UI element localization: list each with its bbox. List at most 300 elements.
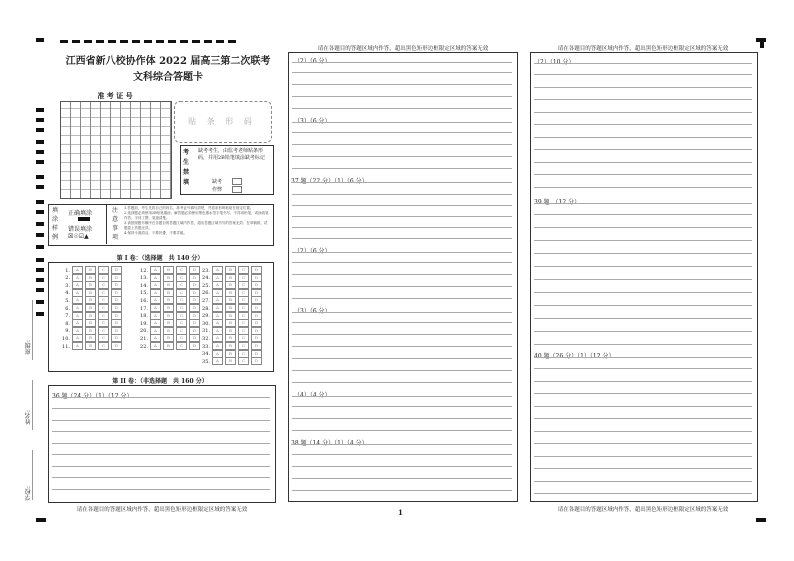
mcq-option-bubble[interactable]: D [251,342,262,350]
answer-line[interactable] [534,443,752,444]
mcq-option-bubble[interactable]: A [72,312,83,320]
timing-mark [36,160,44,164]
answer-line[interactable] [534,124,752,125]
mcq-question-number: 18. [140,313,148,320]
mcq-option-bubble[interactable]: D [189,281,200,289]
mcq-option-bubble[interactable]: B [225,266,236,274]
mcq-option-bubble[interactable]: C [176,312,187,320]
answer-line[interactable] [292,108,512,109]
page-number: 1 [398,508,403,517]
answer-line[interactable] [534,174,752,175]
answer-line[interactable] [534,87,752,88]
mcq-option-bubble[interactable]: A [72,296,83,304]
q38-2-label: （2）（10 分） [534,59,575,66]
answer-line[interactable] [534,266,752,267]
mcq-option-bubble[interactable]: A [212,266,223,274]
mcq-option-bubble[interactable]: C [98,334,109,342]
mcq-option-bubble[interactable]: C [176,266,187,274]
mcq-option-bubble[interactable]: B [225,334,236,342]
mcq-option-bubble[interactable]: A [212,281,223,289]
answer-line[interactable] [292,205,512,206]
answer-line[interactable] [534,305,752,306]
mcq-question-number: 31. [202,328,210,335]
answer-line[interactable] [534,203,752,204]
answer-line[interactable] [52,477,270,478]
answer-line[interactable] [292,466,512,467]
mcq-option-bubble[interactable]: B [225,357,236,365]
answer-line[interactable] [292,216,512,217]
mcq-option-bubble[interactable]: B [85,334,96,342]
answer-line[interactable] [534,406,752,407]
answer-line[interactable] [534,227,752,228]
mcq-question-number: 6. [65,305,70,312]
timing-mark [36,175,44,179]
timing-mark [36,258,44,262]
answer-line[interactable] [534,344,752,345]
mcq-option-bubble[interactable]: D [251,274,262,282]
note-item: 1.答题前，考生先将自己的姓名、准考证号填写清楚，并将条形码粘贴在指定位置。 [124,206,254,210]
mcq-row [196,357,264,365]
mcq-option-bubble[interactable]: D [251,357,262,365]
q36-2-label: （2）（6 分） [294,58,331,65]
timing-mark [36,300,44,304]
mcq-option-bubble[interactable]: B [225,350,236,358]
absent-checkbox[interactable] [232,178,242,185]
mcq-question-number: 14. [140,282,148,289]
answer-line[interactable] [534,493,752,494]
mcq-option-bubble[interactable]: C [176,327,187,335]
mcq-option-bubble[interactable]: D [251,266,262,274]
mcq-option-bubble[interactable]: A [150,334,161,342]
mcq-option-bubble[interactable]: B [163,281,174,289]
mcq-option-bubble[interactable]: D [189,289,200,297]
answer-line[interactable] [292,84,512,85]
part2-title: 第 II 卷：（非选择题 共 160 分） [112,378,208,385]
answer-line[interactable] [52,443,270,444]
mcq-option-bubble[interactable]: B [163,266,174,274]
mcq-option-bubble[interactable]: A [212,357,223,365]
timing-mark [36,312,44,316]
mcq-option-bubble[interactable]: C [238,357,249,365]
mcq-option-bubble[interactable]: A [150,296,161,304]
mcq-option-bubble[interactable]: A [212,350,223,358]
mcq-option-bubble[interactable]: C [238,312,249,320]
candidate-notice-side: 考 生 禁 填 [183,149,190,186]
mcq-option-bubble[interactable]: A [212,296,223,304]
mcq-option-bubble[interactable]: B [85,289,96,297]
mcq-option-bubble[interactable]: B [85,312,96,320]
answer-line[interactable] [534,481,752,482]
mcq-option-bubble[interactable]: B [225,312,236,320]
mcq-option-bubble[interactable]: A [72,334,83,342]
mcq-question-number: 7. [65,313,70,320]
answer-line[interactable] [292,454,512,455]
mcq-option-bubble[interactable]: D [251,304,262,312]
mcq-option-bubble[interactable]: D [111,342,122,350]
mcq-option-bubble[interactable]: D [189,274,200,282]
mcq-option-bubble[interactable]: B [85,296,96,304]
mcq-option-bubble[interactable]: B [85,274,96,282]
mcq-option-bubble[interactable]: A [150,342,161,350]
answer-line[interactable] [292,72,512,73]
mcq-option-bubble[interactable]: D [251,327,262,335]
answer-line[interactable] [534,63,752,64]
mcq-option-bubble[interactable]: B [163,334,174,342]
mcq-question-number: 10. [62,335,70,342]
answer-line[interactable] [534,431,752,432]
timing-mark [36,268,44,272]
answer-line[interactable] [52,431,270,432]
mcq-question-number: 17. [140,305,148,312]
answer-line[interactable] [534,149,752,150]
answer-line[interactable] [534,137,752,138]
answer-line[interactable] [534,187,752,188]
mcq-option-bubble[interactable]: D [189,266,200,274]
mcq-option-bubble[interactable]: B [163,319,174,327]
answer-line[interactable] [292,418,512,419]
answer-line[interactable] [534,381,752,382]
answer-line[interactable] [52,397,270,398]
mcq-option-bubble[interactable]: D [111,266,122,274]
mcq-option-bubble[interactable]: B [163,274,174,282]
mcq-question-number: 4. [65,290,70,297]
mcq-option-bubble[interactable]: B [85,342,96,350]
mcq-option-bubble[interactable]: A [212,274,223,282]
school-line[interactable] [32,450,33,500]
answer-line[interactable] [292,252,512,253]
part2-answer-box [48,385,276,503]
mcq-option-bubble[interactable]: D [111,281,122,289]
mcq-question-number: 15. [140,290,148,297]
answer-line[interactable] [52,454,270,455]
mcq-option-bubble[interactable]: C [238,350,249,358]
mcq-option-bubble[interactable]: B [225,274,236,282]
answer-line[interactable] [292,370,512,371]
mcq-question-number: 19. [140,320,148,327]
mcq-question-number: 23. [202,267,210,274]
mcq-option-bubble[interactable]: C [238,319,249,327]
mcq-option-bubble[interactable]: B [85,327,96,335]
mcq-question-number: 30. [202,320,210,327]
timing-mark [36,118,44,122]
answer-line[interactable] [292,144,512,145]
mcq-option-bubble[interactable]: C [238,304,249,312]
answer-line[interactable] [534,393,752,394]
col3-answer-box [530,52,758,502]
mcq-option-bubble[interactable]: B [163,342,174,350]
mcq-option-bubble[interactable]: B [163,304,174,312]
mcq-option-bubble[interactable]: D [251,312,262,320]
mcq-option-bubble[interactable]: B [225,281,236,289]
mcq-question-number: 35. [202,358,210,365]
mcq-option-bubble[interactable]: A [150,274,161,282]
mcq-option-bubble[interactable]: C [176,334,187,342]
answer-line[interactable] [292,444,512,445]
mcq-option-bubble[interactable]: A [212,319,223,327]
answer-line[interactable] [292,274,512,275]
mcq-question-number: 12. [140,267,148,274]
mcq-option-bubble[interactable]: C [98,312,109,320]
answer-line[interactable] [292,194,512,195]
mcq-option-bubble[interactable]: A [212,304,223,312]
cheat-checkbox[interactable] [232,186,242,193]
mcq-option-bubble[interactable]: D [189,319,200,327]
answer-line[interactable] [292,406,512,407]
wrong-fill-label: 错误填涂 [68,226,93,233]
answer-line[interactable] [292,490,512,491]
mcq-option-bubble[interactable]: C [176,281,187,289]
mcq-option-bubble[interactable]: C [176,319,187,327]
answer-line[interactable] [534,112,752,113]
answer-line[interactable] [292,298,512,299]
part1-title: 第 I 卷：（选择题 共 140 分） [116,255,204,262]
admission-number-grid[interactable] [60,101,172,199]
mcq-option-bubble[interactable]: D [251,350,262,358]
mcq-option-bubble[interactable]: C [98,327,109,335]
mcq-option-bubble[interactable]: B [85,319,96,327]
mcq-option-bubble[interactable]: B [163,327,174,335]
mcq-option-bubble[interactable]: B [225,319,236,327]
mcq-option-bubble[interactable]: D [251,334,262,342]
exam-title: 江西省新八校协作体 2022 届高三第二次联考 [65,56,271,67]
answer-line[interactable] [292,168,512,169]
mcq-option-bubble[interactable]: A [72,281,83,289]
mcq-question-number: 11. [62,343,70,350]
mcq-option-bubble[interactable]: D [111,327,122,335]
mcq-option-bubble[interactable]: D [111,319,122,327]
timing-mark [36,222,44,226]
mcq-option-bubble[interactable]: A [212,312,223,320]
mcq-option-bubble[interactable]: C [176,289,187,297]
answer-line[interactable] [292,286,512,287]
class-line[interactable] [32,300,33,360]
mcq-option-bubble[interactable]: C [98,304,109,312]
mcq-option-bubble[interactable]: C [238,342,249,350]
candidate-notice-text: 缺考考生，由监考老师贴条形码，并用2B铅笔填涂缺考标记 [198,148,265,161]
mcq-option-bubble[interactable]: A [150,312,161,320]
mcq-option-bubble[interactable]: C [176,274,187,282]
answer-line[interactable] [292,156,512,157]
mcq-option-bubble[interactable]: A [212,342,223,350]
mcq-option-bubble[interactable]: D [251,296,262,304]
q40-label: 40 题（26 分）（1）（12 分） [534,353,615,360]
name-line[interactable] [32,380,33,430]
note-item: 4.保持卡面清洁，不要折叠，不要弄破。 [124,231,187,235]
answer-line[interactable] [534,418,752,419]
mcq-option-bubble[interactable]: A [150,281,161,289]
answer-line[interactable] [534,240,752,241]
answer-line[interactable] [292,382,512,383]
mcq-option-bubble[interactable]: D [111,304,122,312]
answer-line[interactable] [292,478,512,479]
absent-label: 缺考 [212,179,223,185]
mcq-option-bubble[interactable]: D [189,296,200,304]
mcq-option-bubble[interactable]: A [150,266,161,274]
mcq-option-bubble[interactable]: B [163,312,174,320]
corner-mark-top-left [36,38,44,42]
q37-3-label: （3）（6 分） [294,308,331,315]
mcq-question-number: 13. [140,275,148,282]
mcq-option-bubble[interactable]: D [251,281,262,289]
answer-line[interactable] [292,182,512,183]
mcq-option-bubble[interactable]: D [111,274,122,282]
answer-line[interactable] [534,357,752,358]
mcq-option-bubble[interactable]: A [150,289,161,297]
mcq-option-bubble[interactable]: D [111,312,122,320]
mcq-question-number: 33. [202,343,210,350]
mcq-question-number: 22. [140,343,148,350]
mcq-option-bubble[interactable]: C [98,281,109,289]
answer-line[interactable] [292,262,512,263]
answer-line[interactable] [52,420,270,421]
mcq-option-bubble[interactable]: A [72,342,83,350]
mcq-option-bubble[interactable]: D [111,289,122,297]
answer-line[interactable] [292,238,512,239]
answer-line[interactable] [534,162,752,163]
answer-line[interactable] [534,74,752,75]
q39-label: 39 题 （12 分） [534,199,581,206]
answer-line[interactable] [534,292,752,293]
notes-side: 注 意 事 项 [112,207,119,241]
mcq-option-bubble[interactable]: D [251,319,262,327]
mcq-option-bubble[interactable]: B [225,289,236,297]
mcq-option-bubble[interactable]: C [98,342,109,350]
mcq-option-bubble[interactable]: B [225,296,236,304]
answer-line[interactable] [534,279,752,280]
mcq-option-bubble[interactable]: C [98,319,109,327]
timing-mark [36,245,44,249]
answer-line[interactable] [534,99,752,100]
mcq-option-bubble[interactable]: B [85,281,96,289]
mcq-question-number: 16. [140,297,148,304]
q37-4-label: （4）（4 分） [294,392,331,399]
answer-line[interactable] [292,346,512,347]
mcq-option-bubble[interactable]: C [98,289,109,297]
mcq-option-bubble[interactable]: C [176,342,187,350]
answer-line[interactable] [292,96,512,97]
mcq-option-bubble[interactable]: A [150,304,161,312]
answer-line[interactable] [534,318,752,319]
warning-bottom-col3: 请在各题目的答题区域内作答，超出黑色矩形边框限定区域的答案无效 [557,507,729,513]
timing-marks-top [60,40,240,43]
class-label: 班级: [25,340,32,355]
mcq-option-bubble[interactable]: B [85,304,96,312]
name-label: 姓名: [25,410,32,425]
mcq-option-bubble[interactable]: B [225,304,236,312]
mcq-option-bubble[interactable]: A [72,327,83,335]
answer-line[interactable] [292,358,512,359]
answer-line[interactable] [52,466,270,467]
answer-line[interactable] [292,62,512,63]
mcq-option-bubble[interactable]: C [238,289,249,297]
mcq-option-bubble[interactable]: D [189,312,200,320]
answer-line[interactable] [534,331,752,332]
mcq-option-bubble[interactable]: C [238,334,249,342]
timing-mark [36,210,44,214]
mcq-question-number: 2. [65,275,70,282]
mcq-option-bubble[interactable]: C [238,327,249,335]
mcq-option-bubble[interactable]: C [98,274,109,282]
mcq-option-bubble[interactable]: C [98,296,109,304]
mcq-option-bubble[interactable]: D [111,296,122,304]
mcq-option-bubble[interactable]: B [163,296,174,304]
mcq-option-bubble[interactable]: C [98,266,109,274]
mcq-question-number: 21. [140,335,148,342]
mcq-option-bubble[interactable]: C [238,296,249,304]
mcq-option-bubble[interactable]: A [150,327,161,335]
answer-line[interactable] [534,368,752,369]
mcq-question-number: 9. [65,328,70,335]
notes-divider [106,204,107,244]
timing-mark [36,233,44,237]
mcq-option-bubble[interactable]: D [189,334,200,342]
answer-line[interactable] [292,430,512,431]
answer-line[interactable] [292,322,512,323]
answer-line[interactable] [292,312,512,313]
mcq-option-bubble[interactable]: A [72,274,83,282]
answer-line[interactable] [292,132,512,133]
mcq-option-bubble[interactable]: A [212,334,223,342]
timing-mark [36,140,44,144]
mcq-option-bubble[interactable]: A [72,289,83,297]
mcq-option-bubble[interactable]: D [189,327,200,335]
mcq-option-bubble[interactable]: D [189,342,200,350]
mcq-option-bubble[interactable]: A [72,319,83,327]
mcq-option-bubble[interactable]: B [225,327,236,335]
answer-line[interactable] [52,489,270,490]
q38-label: 38 题（14 分）（1）（4 分） [291,440,368,447]
mcq-option-bubble[interactable]: C [176,296,187,304]
mcq-option-bubble[interactable]: C [238,274,249,282]
answer-line[interactable] [292,122,512,123]
mcq-option-bubble[interactable]: A [72,266,83,274]
note-item: 3.请按照题号顺序在各题目的答题区域内作答，超出答题区域书写的答案无效；在草稿纸、试题卷上答题无效。 [124,221,268,230]
wrong-fill-sample: ☒☉☑▲ [68,233,89,240]
answer-line[interactable] [52,408,270,409]
answer-line[interactable] [534,214,752,215]
mcq-option-bubble[interactable]: C [176,304,187,312]
answer-line[interactable] [292,227,512,228]
warning-bottom-col1: 请在各题目的答题区域内作答，超出黑色矩形边框限定区域的答案无效 [76,507,248,513]
mcq-option-bubble[interactable]: A [212,289,223,297]
mcq-option-bubble[interactable]: C [238,281,249,289]
mcq-option-bubble[interactable]: B [163,289,174,297]
mcq-option-bubble[interactable]: A [212,327,223,335]
timing-mark [36,128,44,132]
mcq-option-bubble[interactable]: D [189,304,200,312]
answer-line[interactable] [534,456,752,457]
mcq-question-number: 24. [202,275,210,282]
mcq-option-bubble[interactable]: A [72,304,83,312]
mcq-question-number: 25. [202,282,210,289]
mcq-option-bubble[interactable]: C [238,266,249,274]
answer-line[interactable] [292,396,512,397]
timing-mark [36,108,44,112]
timing-mark [36,200,44,204]
mcq-option-bubble[interactable]: B [85,266,96,274]
note-item: 2.选择题必须使用2B铅笔填涂；解答题必须使用黑色墨水签字笔书写，不得用铅笔，或涂改笔作答；字体工整，笔迹清楚。 [124,211,269,220]
answer-line[interactable] [292,334,512,335]
mcq-option-bubble[interactable]: B [225,342,236,350]
answer-line[interactable] [534,468,752,469]
mcq-question-number: 27. [202,297,210,304]
mcq-option-bubble[interactable]: D [251,289,262,297]
correct-fill-label: 正确填涂 [68,210,93,217]
mcq-question-number: 3. [65,282,70,289]
mcq-option-bubble[interactable]: A [150,319,161,327]
mcq-option-bubble[interactable]: D [111,334,122,342]
answer-line[interactable] [534,253,752,254]
